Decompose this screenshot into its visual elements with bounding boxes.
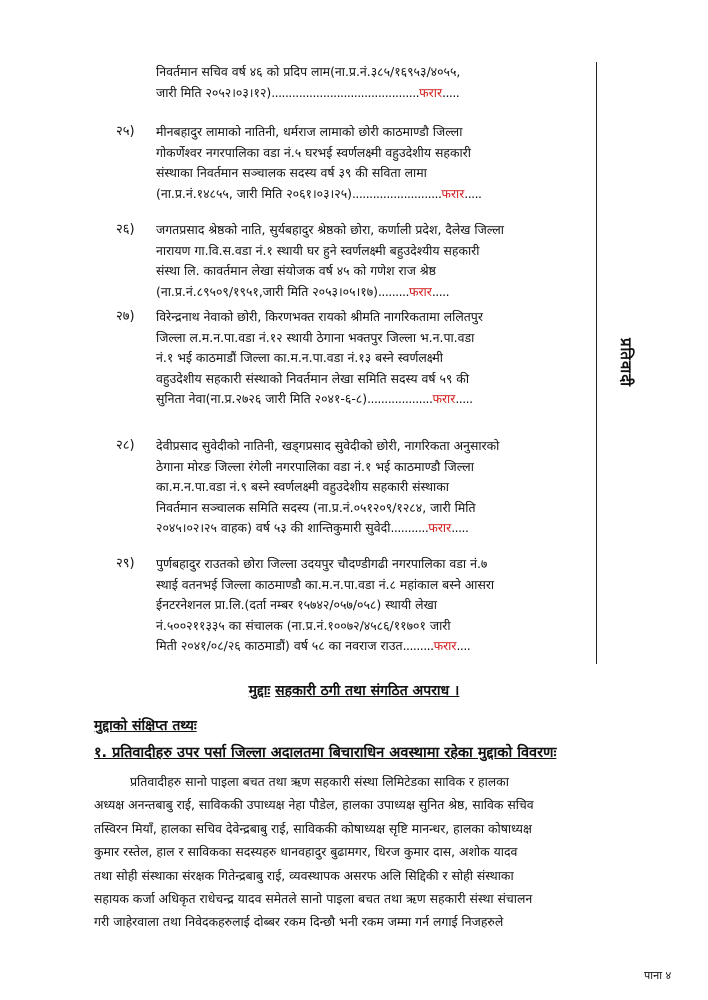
entry-last-text: २०४५।०२।२५ वाहक) वर्ष ५३ की शान्तिकुमारी सुवेदी [156, 520, 391, 536]
entry-last-text: (ना.प्र.नं.८९५०९/१९५१,जारी मिति २०५३।०५।१७) [156, 283, 378, 299]
entry-line: वहुउदेशीय सहकारी संस्थाको निवर्तमान लेखा समिति सदस्य वर्ष ५९ की [156, 370, 470, 386]
entry-last-line [156, 389, 588, 410]
trailing-dots: ..... [451, 520, 469, 536]
entry-line: मीनबहादुर लामाको नातिनी, धर्मराज लामाको छोरी काठमाण्डौ जिल्ला [156, 124, 463, 139]
paragraph-line: तस्विरन मियाँ, हालका सचिव देवेन्द्रबाबु राई, साविककी कोषाध्यक्ष सृष्टि मानन्धर, हालका कोषाध्यक्ष [94, 820, 532, 836]
entry-last-line [156, 636, 588, 657]
page-number: पाना ४ [644, 969, 672, 982]
entry-line: विरेन्द्रनाथ नेवाको छोरी, किरणभक्त रायको श्रीमति नागरिकतामा ललितपुर [156, 309, 483, 324]
entry-line: संस्था लि. कावर्तमान लेखा संयोजक वर्ष ४५ को गणेश राज श्रेष्ठ [156, 263, 436, 279]
entry-line: देवीप्रसाद सुवेदीको नातिनी, खड्गप्रसाद सुवेदीको छोरी, नागरिकता अनुसारको [156, 438, 500, 453]
entry-line: का.म.न.पा.वडा नं.९ बस्ने स्वर्णलक्ष्मी वहुउदेशीय सहकारी संस्थाका [156, 479, 449, 495]
trailing-dots: ..... [431, 283, 450, 299]
subject-prefix: मुद्दाः [248, 683, 271, 699]
entry-last-text: (ना.प्र.नं.१४८५५, जारी मिति २०६१।०३।२५) [156, 185, 352, 201]
paragraph-line: प्रतिवादीहरु सानो पाइला बचत तथा ऋण सहकारी संस्था लिमिटेडका साविक र हालका [130, 774, 509, 789]
status-absconding: फरार [419, 84, 443, 100]
entry-last-text: सुनिता नेवा(ना.प्र.२७२६ जारी मिति २०४१-६-८) [156, 391, 368, 407]
entry-last-line [156, 83, 588, 104]
entry-last-line [156, 282, 588, 303]
entry-number: २५) [116, 124, 135, 139]
leader-dots: ........................................... [271, 84, 420, 100]
entry-line: गोकर्णेश्वर नगरपालिका वडा नं.५ घरभई स्वर्णलक्ष्मी वहुउदेशीय सहकारी [156, 144, 471, 160]
entry-number: २७) [116, 309, 135, 324]
subject-text: सहकारी ठगी तथा संगठित अपराध । [275, 683, 460, 699]
status-absconding: फरार [432, 391, 456, 407]
entry-text [156, 307, 588, 410]
status-absconding: फरार [408, 283, 432, 299]
entry-line: निवर्तमान सञ्चालक समिति सदस्य (ना.प्र.नं.०५१२०९/१२८४, जारी मिति [156, 499, 476, 515]
entry-number: २९) [116, 556, 135, 571]
entry-line: नं.५००२११३३५ का संचालक (ना.प्र.नं.१००७२/४५८६/११७०१ जारी [156, 617, 451, 633]
status-absconding: फरार [433, 638, 457, 654]
leader-dots: ........... [390, 520, 429, 536]
entry-line: स्थाई वतनभई जिल्ला काठमाण्डौ का.म.न.पा.वडा नं.८ महांकाल बस्ने आसरा [156, 576, 495, 592]
entry-number: २६) [116, 222, 135, 237]
entry-text [156, 122, 588, 204]
trailing-dots: .... [456, 638, 471, 654]
paragraph-line: तथा सोही संस्थाका संरक्षक गितेन्द्रबाबु राई, व्यवस्थापक असरफ अलि सिद्दिकी र सोही संस्थाका [94, 867, 514, 883]
paragraph-line: सहायक कर्जा अधिकृत राधेचन्द्र यादव समेतले सानो पाइला बचत तथा ऋण सहकारी संस्था संचालन [94, 891, 533, 907]
leader-dots: .......................... [351, 185, 442, 201]
entry-line: पुर्णबहादुर राउतको छोरा जिल्ला उदयपुर चौदण्डीगढी नगरपालिका वडा नं.७ [156, 556, 488, 571]
facts-paragraph [94, 770, 624, 934]
case-subject [0, 681, 708, 700]
trailing-dots: ..... [442, 84, 460, 100]
entry-text [156, 220, 588, 302]
entry-text [156, 436, 588, 539]
leader-dots: ......... [402, 638, 434, 654]
paragraph-line: अध्यक्ष अनन्तबाबु राई, साविककी उपाध्यक्ष नेहा पौडेल, हालका उपाध्यक्ष सुनित श्रेष्ठ, साविक सचिव [94, 797, 534, 813]
entry-last-text: जारी मिति २०५२।०३।१२) [156, 84, 272, 100]
leader-dots: ......... [377, 283, 409, 299]
summary-heading: मुद्दाको संक्षिप्त तथ्यः [94, 718, 197, 734]
entry-line: नारायण गा.वि.स.वडा नं.१ स्थायी घर हुने स्वर्णलक्ष्मी बहुउदेश्यीय सहकारी [156, 242, 480, 258]
entry-text [156, 554, 588, 657]
defendant-list [116, 62, 597, 664]
status-absconding: फरार [428, 520, 452, 536]
entry-last-line [156, 184, 588, 205]
entry-text [156, 62, 588, 103]
side-label-defendants: प्रतिवादी [617, 338, 635, 388]
trailing-dots: ..... [455, 391, 473, 407]
entry-line: जिल्ला ल.म.न.पा.वडा नं.१२ स्थायी ठेगाना भक्तपुर जिल्ला भ.न.पा.वडा [156, 329, 475, 345]
entry-line: ठेगाना मोरङ जिल्ला रंगेली नगरपालिका वडा नं.१ भई काठमाण्डौ जिल्ला [156, 458, 474, 474]
entry-line: जगतप्रसाद श्रेष्ठको नाति, सुर्यबहादुर श्रेष्ठको छोरा, कर्णाली प्रदेश, दैलेख जिल्ला [156, 222, 504, 237]
status-absconding: फरार [441, 185, 465, 201]
pending-cases-heading: १. प्रतिवादीहरु उपर पर्सा जिल्ला अदालतमा बिचाराधिन अवस्थामा रहेका मुद्दाको विवरणः [94, 745, 557, 761]
entry-line: निवर्तमान सचिव वर्ष ४६ को प्रदिप लाम(ना.प्र.नं.३८५/१६९५३/४०५५, [156, 64, 461, 79]
paragraph-line: गरी जाहेरवाला तथा निवेदकहरुलाई दोब्बर रकम दिन्छौ भनी रकम जम्मा गर्न लगाई निजहरुले [94, 914, 504, 930]
trailing-dots: ..... [464, 185, 482, 201]
paragraph-line: कुमार रस्तेल, हाल र साविकका सदस्यहरु धानवहादुर बुढामगर, धिरज कुमार दास, अशोक यादव [94, 844, 518, 860]
entry-line: ईनटरनेशनल प्रा.लि.(दर्ता नम्बर १५७४२/०५७/०५८) स्थायी लेखा [156, 597, 437, 613]
entry-number: २८) [116, 438, 135, 453]
entry-line: नं.१ भई काठमाडौं जिल्ला का.म.न.पा.वडा नं.१३ बस्ने स्वर्णलक्ष्मी [156, 350, 443, 366]
entry-last-line [156, 518, 588, 539]
entry-last-text: मिती २०४१/०८/२६ काठमाडौं) वर्ष ५८ का नवराज राउत [156, 638, 403, 654]
entry-line: संस्थाका निवर्तमान सञ्चालक सदस्य वर्ष ३९ की सविता लामा [156, 165, 427, 181]
leader-dots: ................... [367, 391, 433, 407]
